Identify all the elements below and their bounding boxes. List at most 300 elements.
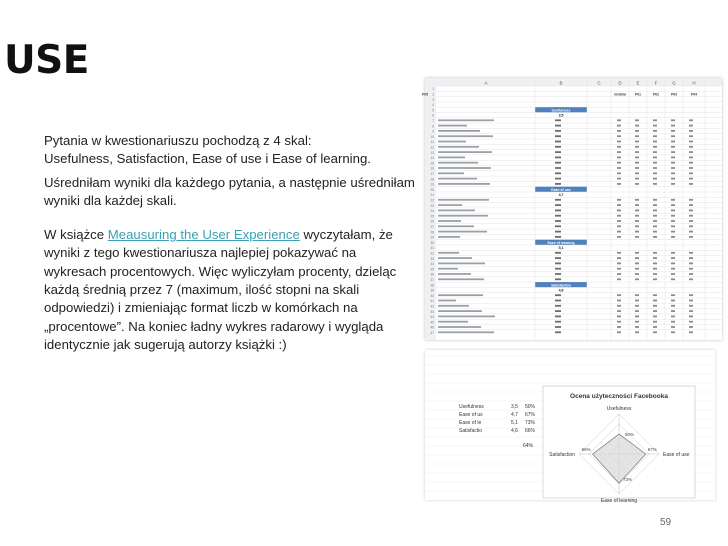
question-text-placeholder — [438, 321, 468, 323]
value-placeholder — [555, 300, 561, 302]
answer-placeholder — [653, 321, 657, 323]
axis-label-bottom: Ease of learning — [600, 498, 638, 504]
question-text-placeholder — [438, 257, 472, 259]
answer-placeholder — [653, 130, 657, 132]
row-number: 45 — [430, 320, 434, 325]
question-text-placeholder — [438, 331, 494, 333]
question-text-placeholder — [438, 141, 466, 143]
answer-placeholder — [653, 210, 657, 212]
answer-placeholder — [635, 178, 639, 180]
answer-placeholder — [653, 294, 657, 296]
answer-placeholder — [689, 183, 693, 185]
row-number: 18 — [430, 177, 434, 182]
answer-placeholder — [671, 220, 675, 222]
answer-placeholder — [653, 278, 657, 280]
row-number: 9 — [432, 129, 434, 134]
answer-placeholder — [635, 199, 639, 201]
row-number: 30 — [430, 240, 434, 245]
question-text-placeholder — [438, 204, 462, 206]
question-text-placeholder — [438, 135, 493, 137]
answer-placeholder — [689, 135, 693, 137]
answer-placeholder — [689, 225, 693, 227]
question-text-placeholder — [438, 172, 464, 174]
answer-placeholder — [635, 135, 639, 137]
row-number: 23 — [430, 203, 434, 208]
question-text-placeholder — [438, 199, 489, 201]
answer-placeholder — [635, 252, 639, 254]
column-header-e: E — [636, 80, 640, 86]
table-percent: 66% — [525, 428, 536, 434]
value-placeholder — [555, 210, 561, 212]
row-number: 40 — [430, 293, 434, 298]
answer-placeholder — [635, 305, 639, 307]
answer-placeholder — [653, 273, 657, 275]
answer-placeholder — [671, 141, 675, 143]
answer-placeholder — [671, 130, 675, 132]
question-text-placeholder — [438, 305, 469, 307]
axis-label-top: Usefulness — [606, 406, 632, 412]
column-header-bar — [425, 78, 722, 86]
answer-placeholder — [671, 183, 675, 185]
column-header-g: G — [672, 80, 676, 86]
answer-placeholder — [617, 135, 621, 137]
answer-placeholder — [653, 257, 657, 259]
answer-placeholder — [653, 252, 657, 254]
answer-placeholder — [635, 183, 639, 185]
question-text-placeholder — [438, 316, 495, 318]
value-placeholder — [555, 252, 561, 254]
answer-placeholder — [689, 236, 693, 238]
value-placeholder — [555, 172, 561, 174]
answer-placeholder — [653, 326, 657, 328]
answer-placeholder — [671, 215, 675, 217]
answer-placeholder — [653, 119, 657, 121]
question-text-placeholder — [438, 215, 488, 217]
value-placeholder — [555, 220, 561, 222]
answer-placeholder — [617, 199, 621, 201]
answer-placeholder — [635, 130, 639, 132]
value-placeholder — [555, 130, 561, 132]
answer-placeholder — [635, 119, 639, 121]
answer-placeholder — [617, 305, 621, 307]
answer-placeholder — [689, 125, 693, 127]
answer-placeholder — [689, 178, 693, 180]
answer-placeholder — [617, 220, 621, 222]
paragraph-book — [44, 226, 416, 354]
table-label: Usefulness — [459, 404, 484, 410]
table-average: 3,5 — [511, 404, 518, 410]
answer-placeholder — [671, 178, 675, 180]
answer-placeholder — [689, 119, 693, 121]
answer-placeholder — [617, 331, 621, 333]
answer-placeholder — [689, 321, 693, 323]
scales-line-1: Pytania w kwestionariuszu pochodzą z 4 skal: — [44, 133, 312, 148]
answer-placeholder — [635, 146, 639, 148]
answer-placeholder — [671, 263, 675, 265]
answer-placeholder — [635, 326, 639, 328]
answer-placeholder — [653, 141, 657, 143]
answer-placeholder — [671, 294, 675, 296]
row-number: 27 — [430, 225, 434, 229]
answer-placeholder — [689, 310, 693, 312]
answer-placeholder — [653, 236, 657, 238]
row-number: 25 — [430, 214, 434, 219]
answer-placeholder — [671, 167, 675, 169]
value-placeholder — [555, 263, 561, 265]
answer-placeholder — [653, 199, 657, 201]
answer-placeholder — [617, 178, 621, 180]
answer-placeholder — [689, 278, 693, 280]
answer-placeholder — [653, 231, 657, 233]
answer-placeholder — [617, 278, 621, 280]
answer-placeholder — [617, 210, 621, 212]
header-label: średnia — [614, 92, 626, 97]
value-placeholder — [555, 278, 561, 280]
answer-placeholder — [653, 125, 657, 127]
question-text-placeholder — [438, 278, 484, 280]
book-intro: W książce — [44, 227, 108, 243]
answer-placeholder — [653, 215, 657, 217]
row-number: 20 — [430, 187, 434, 192]
answer-placeholder — [617, 125, 621, 127]
answer-placeholder — [689, 151, 693, 153]
row-number: 31 — [430, 246, 434, 251]
answer-placeholder — [671, 204, 675, 206]
question-text-placeholder — [438, 220, 461, 222]
paragraph-scales — [44, 132, 416, 169]
answer-placeholder — [635, 331, 639, 333]
answer-placeholder — [653, 220, 657, 222]
answer-placeholder — [689, 326, 693, 328]
question-text-placeholder — [438, 157, 465, 159]
answer-placeholder — [689, 300, 693, 302]
value-placeholder — [555, 135, 561, 137]
row-number: 4 — [432, 103, 434, 108]
answer-placeholder — [689, 167, 693, 169]
row-number: 6 — [432, 113, 434, 118]
column-header-h: H — [692, 80, 696, 86]
row-number: 39 — [430, 288, 434, 293]
row-number: 38 — [430, 283, 434, 288]
answer-placeholder — [617, 204, 621, 206]
answer-placeholder — [617, 321, 621, 323]
page-number: 59 — [660, 517, 672, 528]
row-number: 36 — [430, 272, 434, 277]
header-label: P03 — [671, 92, 677, 97]
value-placeholder — [555, 157, 561, 159]
value-placeholder — [555, 204, 561, 206]
answer-placeholder — [617, 268, 621, 270]
header-label: P04 — [691, 92, 697, 97]
header-label: P01 — [635, 92, 641, 97]
row-number: 26 — [430, 219, 434, 224]
table-percent: 73% — [525, 420, 536, 426]
value-placeholder — [555, 294, 561, 296]
book-link[interactable]: Meausuring the User Experience — [107, 227, 300, 243]
paragraph-averages: Uśredniłam wyniki dla każdego pytania, a następnie uśredniłam wyniki dla każdej skali. — [44, 174, 415, 208]
row-number: 12 — [430, 145, 434, 150]
row-number: 22 — [430, 198, 434, 203]
answer-placeholder — [689, 162, 693, 164]
value-placeholder — [555, 141, 561, 143]
value-placeholder — [555, 146, 561, 148]
answer-placeholder — [671, 331, 675, 333]
value-placeholder — [555, 257, 561, 259]
row-number: 17 — [430, 172, 434, 176]
answer-placeholder — [671, 316, 675, 318]
table-label: Ease of le — [459, 420, 482, 426]
answer-placeholder — [617, 141, 621, 143]
section-label: Ease of learning — [547, 240, 575, 245]
answer-placeholder — [617, 236, 621, 238]
answer-placeholder — [689, 172, 693, 174]
answer-placeholder — [653, 172, 657, 174]
table-extra-percent: 64% — [523, 443, 534, 449]
answer-placeholder — [689, 146, 693, 148]
answer-placeholder — [689, 130, 693, 132]
row-number: 28 — [430, 230, 434, 235]
answer-placeholder — [635, 278, 639, 280]
answer-placeholder — [635, 273, 639, 275]
question-text-placeholder — [438, 273, 471, 275]
answer-placeholder — [671, 135, 675, 137]
row-number: 37 — [430, 278, 434, 282]
answer-placeholder — [653, 183, 657, 185]
answer-placeholder — [653, 135, 657, 137]
question-text-placeholder — [438, 151, 492, 153]
radar-chart-screenshot — [425, 350, 715, 504]
row-number: 11 — [430, 140, 434, 145]
answer-placeholder — [617, 300, 621, 302]
row-number: 43 — [430, 309, 434, 314]
table-percent: 50% — [525, 404, 536, 410]
answer-placeholder — [635, 141, 639, 143]
value-placeholder — [555, 162, 561, 164]
value-placeholder — [555, 310, 561, 312]
answer-placeholder — [617, 263, 621, 265]
row-number: 2 — [432, 92, 434, 97]
row-number: 21 — [430, 193, 434, 198]
answer-placeholder — [617, 294, 621, 296]
slide-body — [44, 132, 416, 359]
row-number: 42 — [430, 304, 434, 309]
answer-placeholder — [617, 273, 621, 275]
value-placeholder — [555, 326, 561, 328]
answer-placeholder — [671, 278, 675, 280]
answer-placeholder — [653, 167, 657, 169]
question-text-placeholder — [438, 231, 487, 233]
axis-label-left: Satisfaction — [549, 452, 575, 458]
row-number: 5 — [432, 108, 434, 113]
chart-title: Ocena użyteczności Facebooka — [570, 393, 668, 400]
answer-placeholder — [617, 257, 621, 259]
question-text-placeholder — [438, 119, 494, 121]
answer-placeholder — [689, 199, 693, 201]
question-text-placeholder — [438, 268, 458, 270]
answer-placeholder — [671, 199, 675, 201]
answer-placeholder — [671, 326, 675, 328]
answer-placeholder — [635, 172, 639, 174]
answer-placeholder — [617, 157, 621, 159]
answer-placeholder — [635, 231, 639, 233]
value-placeholder — [555, 151, 561, 153]
row-number: 8 — [432, 124, 434, 129]
answer-placeholder — [671, 236, 675, 238]
radar-data-label: 73% — [623, 477, 633, 483]
question-text-placeholder — [438, 263, 485, 265]
value-placeholder — [555, 125, 561, 127]
answer-placeholder — [617, 231, 621, 233]
answer-placeholder — [617, 252, 621, 254]
answer-placeholder — [671, 268, 675, 270]
answer-placeholder — [653, 178, 657, 180]
answer-placeholder — [617, 162, 621, 164]
answer-placeholder — [671, 257, 675, 259]
question-text-placeholder — [438, 183, 490, 185]
radar-data-label: 67% — [647, 447, 657, 452]
row-number: 29 — [430, 235, 434, 240]
row-number: 35 — [430, 267, 434, 272]
column-header-a: A — [484, 80, 488, 86]
sheet-bg — [425, 78, 722, 340]
question-text-placeholder — [438, 146, 479, 148]
answer-placeholder — [671, 231, 675, 233]
row-number: 19 — [430, 182, 434, 187]
answer-placeholder — [689, 220, 693, 222]
answer-placeholder — [653, 300, 657, 302]
radar-data-label: 50% — [625, 432, 635, 437]
radar-chart — [425, 350, 715, 504]
row-number: 41 — [430, 299, 434, 304]
answer-placeholder — [671, 310, 675, 312]
answer-placeholder — [635, 151, 639, 153]
value-placeholder — [555, 225, 561, 227]
answer-placeholder — [635, 257, 639, 259]
section-label: Satisfaction — [551, 283, 571, 288]
question-text-placeholder — [438, 178, 477, 180]
slide-title: USE — [4, 38, 89, 83]
table-average: 4,6 — [511, 428, 518, 434]
answer-placeholder — [671, 210, 675, 212]
answer-placeholder — [617, 326, 621, 328]
column-header-d: D — [618, 80, 622, 86]
answer-placeholder — [635, 268, 639, 270]
value-placeholder — [555, 119, 561, 121]
answer-placeholder — [671, 273, 675, 275]
answer-placeholder — [689, 273, 693, 275]
answer-placeholder — [671, 225, 675, 227]
answer-placeholder — [635, 225, 639, 227]
value-placeholder — [555, 178, 561, 180]
answer-placeholder — [617, 183, 621, 185]
question-text-placeholder — [438, 130, 480, 132]
answer-placeholder — [635, 162, 639, 164]
answer-placeholder — [635, 236, 639, 238]
row-number: 24 — [430, 209, 434, 214]
answer-placeholder — [689, 257, 693, 259]
header-label: P05 — [422, 92, 428, 97]
value-placeholder — [555, 183, 561, 185]
section-label: Usefulness — [551, 108, 571, 113]
answer-placeholder — [653, 204, 657, 206]
answer-placeholder — [653, 225, 657, 227]
row-number: 32 — [430, 251, 434, 256]
question-text-placeholder — [438, 294, 483, 296]
answer-placeholder — [617, 167, 621, 169]
answer-placeholder — [689, 305, 693, 307]
answer-placeholder — [617, 130, 621, 132]
row-number: 10 — [430, 134, 434, 139]
answer-placeholder — [635, 316, 639, 318]
value-placeholder — [555, 167, 561, 169]
answer-placeholder — [653, 316, 657, 318]
header-label: P02 — [653, 92, 659, 97]
row-number: 46 — [430, 325, 434, 330]
value-placeholder — [555, 305, 561, 307]
answer-placeholder — [635, 321, 639, 323]
answer-placeholder — [671, 300, 675, 302]
answer-placeholder — [617, 310, 621, 312]
question-text-placeholder — [438, 125, 467, 127]
answer-placeholder — [653, 268, 657, 270]
answer-placeholder — [617, 151, 621, 153]
question-text-placeholder — [438, 167, 491, 169]
answer-placeholder — [671, 321, 675, 323]
answer-placeholder — [635, 157, 639, 159]
answer-placeholder — [689, 263, 693, 265]
answer-placeholder — [689, 331, 693, 333]
answer-placeholder — [653, 146, 657, 148]
spreadsheet-grid — [422, 78, 722, 340]
spreadsheet-screenshot — [422, 78, 722, 340]
answer-placeholder — [653, 151, 657, 153]
answer-placeholder — [635, 167, 639, 169]
answer-placeholder — [635, 310, 639, 312]
section-average: 4,6 — [558, 288, 564, 293]
row-number: 16 — [430, 166, 434, 171]
answer-placeholder — [689, 204, 693, 206]
row-number: 13 — [430, 150, 434, 155]
answer-placeholder — [689, 157, 693, 159]
answer-placeholder — [671, 146, 675, 148]
row-number: 14 — [430, 156, 434, 161]
column-header-b: B — [559, 80, 563, 86]
question-text-placeholder — [438, 225, 474, 227]
question-text-placeholder — [438, 236, 460, 238]
section-average: 5,1 — [558, 246, 564, 251]
answer-placeholder — [671, 162, 675, 164]
answer-placeholder — [671, 305, 675, 307]
question-text-placeholder — [438, 252, 459, 254]
value-placeholder — [555, 215, 561, 217]
question-text-placeholder — [438, 326, 481, 328]
radar-data-label: 66% — [581, 447, 591, 452]
answer-placeholder — [617, 215, 621, 217]
answer-placeholder — [671, 157, 675, 159]
table-average: 5,1 — [511, 420, 518, 426]
value-placeholder — [555, 316, 561, 318]
answer-placeholder — [671, 125, 675, 127]
answer-placeholder — [671, 119, 675, 121]
value-placeholder — [555, 321, 561, 323]
answer-placeholder — [671, 172, 675, 174]
column-header-c: C — [597, 80, 601, 86]
row-number: 15 — [430, 161, 434, 166]
answer-placeholder — [689, 316, 693, 318]
answer-placeholder — [689, 252, 693, 254]
section-average: 3,5 — [558, 113, 564, 118]
answer-placeholder — [653, 157, 657, 159]
